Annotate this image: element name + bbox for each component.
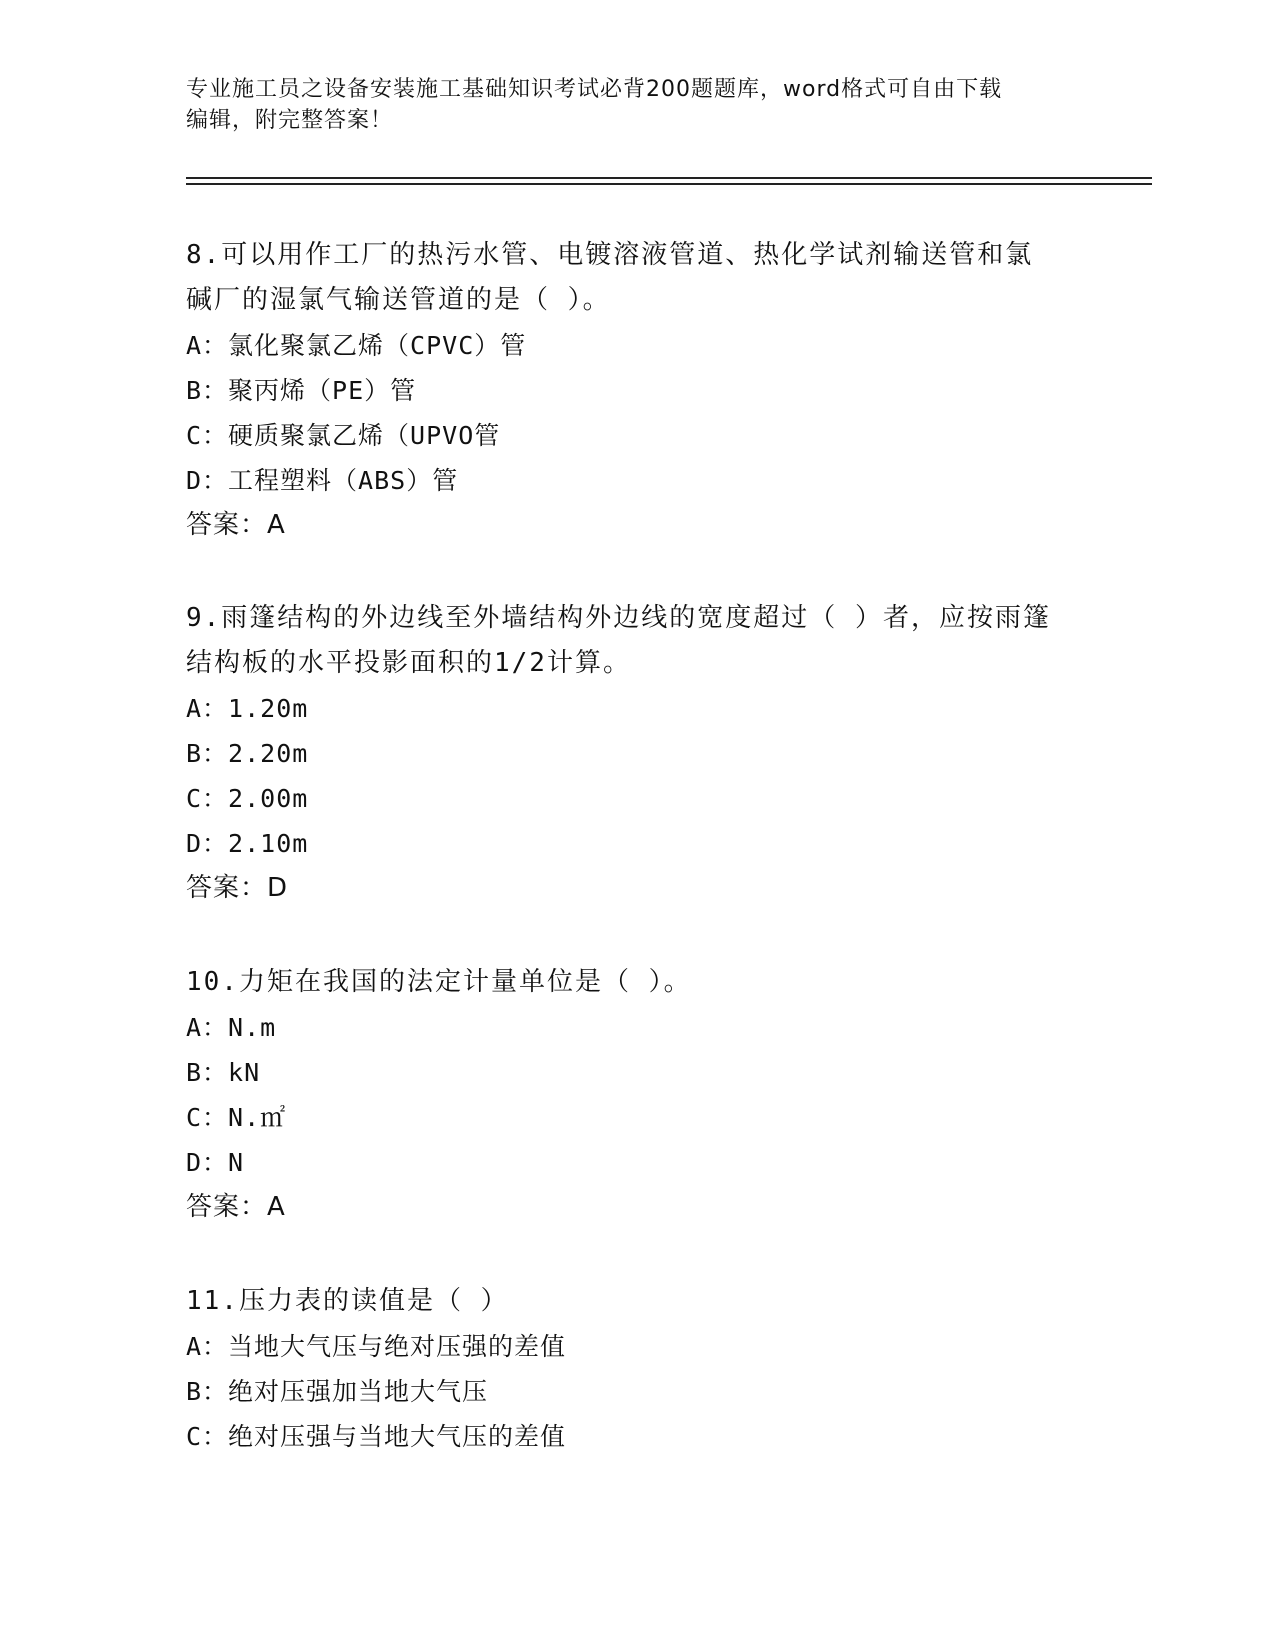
question-8: [186, 233, 1086, 548]
option-d: D：2.10m: [186, 829, 309, 858]
document-header: [186, 74, 1066, 136]
option-c: C：硬质聚氯乙烯（UPVO管: [186, 421, 501, 450]
option-d: D：工程塑料（ABS）管: [186, 466, 459, 495]
header-divider-bottom: [186, 183, 1152, 185]
question-stem: [186, 596, 1086, 686]
option-a: A：当地大气压与绝对压强的差值: [186, 1332, 567, 1361]
option-c: C：2.00m: [186, 784, 309, 813]
question-stem-line: 11.压力表的读值是（ ）: [186, 1286, 509, 1316]
answer-line: 答案：D: [186, 873, 289, 903]
option-b: B：聚丙烯（PE）管: [186, 376, 417, 405]
option-b: B：2.20m: [186, 739, 309, 768]
answer-line: 答案：A: [186, 1192, 286, 1222]
header-line-2: 编辑，附完整答案！: [186, 108, 394, 133]
answer-line: 答案：A: [186, 510, 286, 540]
question-stem-line: 结构板的水平投影面积的1/2计算。: [186, 648, 631, 678]
question-stem-line: 10.力矩在我国的法定计量单位是（ ）。: [186, 967, 692, 997]
option-b: B：绝对压强加当地大气压: [186, 1377, 489, 1406]
option-d: D：N: [186, 1148, 245, 1177]
question-stem-line: 8.可以用作工厂的热污水管、电镀溶液管道、热化学试剂输送管和氯: [186, 240, 1034, 270]
header-divider-top: [186, 177, 1152, 179]
question-stem: [186, 233, 1086, 323]
question-10: [186, 960, 1086, 1230]
question-stem-line: 9.雨篷结构的外边线至外墙结构外边线的宽度超过（ ）者，应按雨篷: [186, 603, 1051, 633]
question-11: [186, 1279, 1086, 1459]
question-stem: [186, 1279, 1086, 1324]
option-a: A：氯化聚氯乙烯（CPVC）管: [186, 331, 527, 360]
option-b: B：kN: [186, 1058, 261, 1087]
header-line-1: 专业施工员之设备安装施工基础知识考试必背200题题库，word格式可自由下载: [186, 77, 1003, 102]
option-a: A：N.m: [186, 1013, 277, 1042]
question-stem: [186, 960, 1086, 1005]
option-c: C：N.㎡: [186, 1103, 287, 1132]
question-stem-line: 碱厂的湿氯气输送管道的是（ ）。: [186, 285, 611, 315]
option-c: C：绝对压强与当地大气压的差值: [186, 1422, 567, 1451]
question-9: [186, 596, 1086, 911]
option-a: A：1.20m: [186, 694, 309, 723]
